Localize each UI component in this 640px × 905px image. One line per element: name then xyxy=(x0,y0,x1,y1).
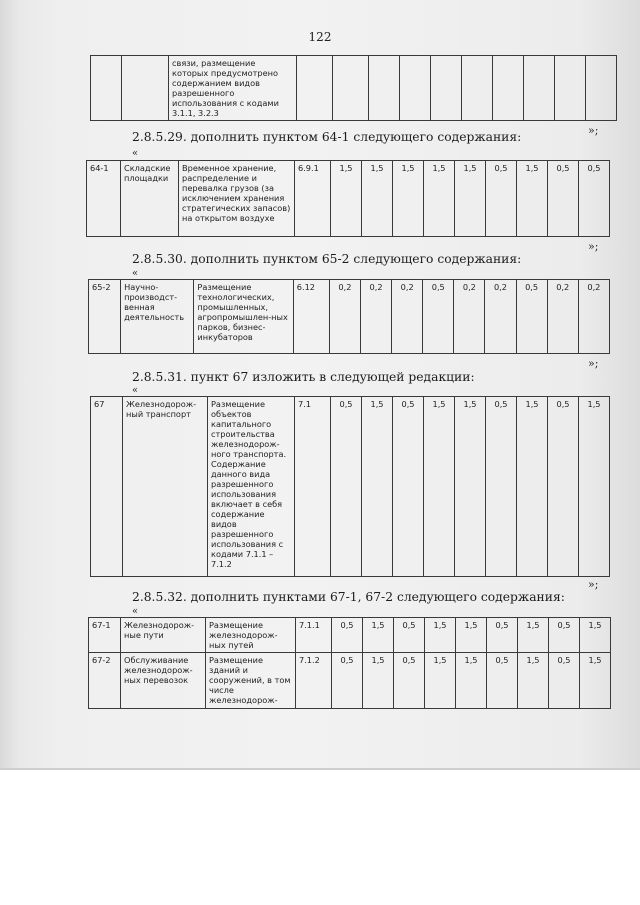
closing-quote: »; xyxy=(588,578,599,591)
scan-edge-line xyxy=(0,768,640,770)
table-cell: Научно-производст-венная деятельность xyxy=(121,280,194,354)
table-section-65-2 xyxy=(88,279,610,354)
table-cell xyxy=(400,56,431,121)
table-cell: 67-2 xyxy=(89,653,121,709)
table-cell: 1,5 xyxy=(363,618,394,653)
table-cell: 1,5 xyxy=(393,161,424,237)
table-cell: 1,5 xyxy=(517,161,548,237)
table-cell: 0,5 xyxy=(423,280,454,354)
opening-quote: « xyxy=(132,385,139,396)
table-cell: 1,5 xyxy=(456,618,487,653)
table-cell xyxy=(333,56,369,121)
table-cell: 0,5 xyxy=(516,280,547,354)
table-row xyxy=(89,618,611,653)
table-cell: 65-2 xyxy=(89,280,121,354)
table-row xyxy=(89,280,610,354)
closing-quote: »; xyxy=(588,240,599,253)
table-cell: 7.1.1 xyxy=(296,618,332,653)
table-cell: 1,5 xyxy=(331,161,362,237)
table-cell: 1,5 xyxy=(425,653,456,709)
table-cell: 0,5 xyxy=(486,161,517,237)
table-cell: 67-1 xyxy=(89,618,121,653)
table-cell: 0,5 xyxy=(394,618,425,653)
table-section-67 xyxy=(90,396,610,577)
table-cell: 0,5 xyxy=(332,618,363,653)
table-cell: 1,5 xyxy=(424,397,455,577)
table-cell: 6.9.1 xyxy=(295,161,331,237)
table-cell xyxy=(462,56,493,121)
table-cell: 0,5 xyxy=(486,397,517,577)
table-cell: Временное хранение, распределение и перевалка грузов (за исключением хранения стратегических запасов) на открытом воздухе xyxy=(179,161,295,237)
table-cell: 1,5 xyxy=(518,653,549,709)
table-cell: связи, размещение которых предусмотрено содержанием видов разрешенного использования с кодами 3.1.1, 3.2.3 xyxy=(169,56,297,121)
table-cell: Железнодорож-ные пути xyxy=(121,618,206,653)
closing-quote: »; xyxy=(588,124,599,137)
table-cell: 1,5 xyxy=(362,161,393,237)
table-cell: 0,5 xyxy=(487,618,518,653)
table-cell: 1,5 xyxy=(456,653,487,709)
table-cell: 1,5 xyxy=(424,161,455,237)
section-heading: 2.8.5.31. пункт 67 изложить в следующей редакции: xyxy=(132,370,475,384)
table-cell: 0,5 xyxy=(332,653,363,709)
table-cell: 0,5 xyxy=(549,653,580,709)
table-cell: 7.1.2 xyxy=(296,653,332,709)
table-cell: 1,5 xyxy=(455,161,486,237)
table-cell: 0,2 xyxy=(329,280,360,354)
table-cell: 1,5 xyxy=(363,653,394,709)
table-cell: 0,2 xyxy=(578,280,609,354)
table-cell xyxy=(555,56,586,121)
table-cell: 0,5 xyxy=(331,397,362,577)
opening-quote: « xyxy=(132,268,139,279)
table-section-64-1 xyxy=(86,160,610,237)
table-cell xyxy=(493,56,524,121)
table-cell: 0,2 xyxy=(361,280,392,354)
section-heading: 2.8.5.29. дополнить пунктом 64-1 следующего содержания: xyxy=(132,130,522,144)
opening-quote: « xyxy=(132,148,139,159)
table-cell: 1,5 xyxy=(579,397,610,577)
table-cell xyxy=(524,56,555,121)
section-heading: 2.8.5.30. дополнить пунктом 65-2 следующего содержания: xyxy=(132,252,522,266)
table-cell xyxy=(586,56,617,121)
page-number: 122 xyxy=(308,30,332,44)
table-cell: 1,5 xyxy=(580,653,611,709)
table-cell: 0,5 xyxy=(548,397,579,577)
table-cell: 1,5 xyxy=(517,397,548,577)
table-cell: 0,2 xyxy=(454,280,485,354)
table-cell: 67 xyxy=(91,397,123,577)
table-cell: 0,5 xyxy=(393,397,424,577)
table-cell: 0,5 xyxy=(487,653,518,709)
table-cell: Размещение железнодорож-ных путей xyxy=(206,618,296,653)
table-cell xyxy=(369,56,400,121)
table-cell: 1,5 xyxy=(362,397,393,577)
table-row xyxy=(91,397,610,577)
table-cell: Размещение технологических, промышленных, агропромышлен-ных парков, бизнес-инкубаторов xyxy=(194,280,293,354)
table-cell xyxy=(122,56,169,121)
table-cell: 0,5 xyxy=(579,161,610,237)
table-cell: Обслуживание железнодорож-ных перевозок xyxy=(121,653,206,709)
table-section-67-1-67-2 xyxy=(88,617,611,709)
table-cell: 1,5 xyxy=(425,618,456,653)
section-heading: 2.8.5.32. дополнить пунктами 67-1, 67-2 следующего содержания: xyxy=(132,590,565,604)
table-cell: 0,2 xyxy=(485,280,516,354)
table-cell: 1,5 xyxy=(580,618,611,653)
table-row xyxy=(89,653,611,709)
table-cell: 1,5 xyxy=(518,618,549,653)
table-cell: Железнодорож-ный транспорт xyxy=(123,397,208,577)
table-cell: 0,5 xyxy=(394,653,425,709)
table-row xyxy=(91,56,617,121)
table-row xyxy=(87,161,610,237)
table-continuation xyxy=(90,55,617,121)
table-cell: 7.1 xyxy=(295,397,331,577)
table-cell: Размещение зданий и сооружений, в том числе железнодорож- xyxy=(206,653,296,709)
table-cell: 0,5 xyxy=(548,161,579,237)
closing-quote: »; xyxy=(588,357,599,370)
opening-quote: « xyxy=(132,606,139,617)
table-cell: 0,2 xyxy=(547,280,578,354)
table-cell: Складские площадки xyxy=(121,161,179,237)
table-cell: 6.12 xyxy=(293,280,329,354)
table-cell xyxy=(431,56,462,121)
table-cell: 0,2 xyxy=(392,280,423,354)
table-cell: 0,5 xyxy=(549,618,580,653)
table-cell: Размещение объектов капитального строительства железнодорож-ного транспорта. Содержание данного вида разрешенного использования включает в себя содержание видов разрешенного использования с кодами 7.1.1 – 7.1.2 xyxy=(208,397,295,577)
table-cell xyxy=(297,56,333,121)
table-cell: 1,5 xyxy=(455,397,486,577)
table-cell: 64-1 xyxy=(87,161,121,237)
table-cell xyxy=(91,56,122,121)
